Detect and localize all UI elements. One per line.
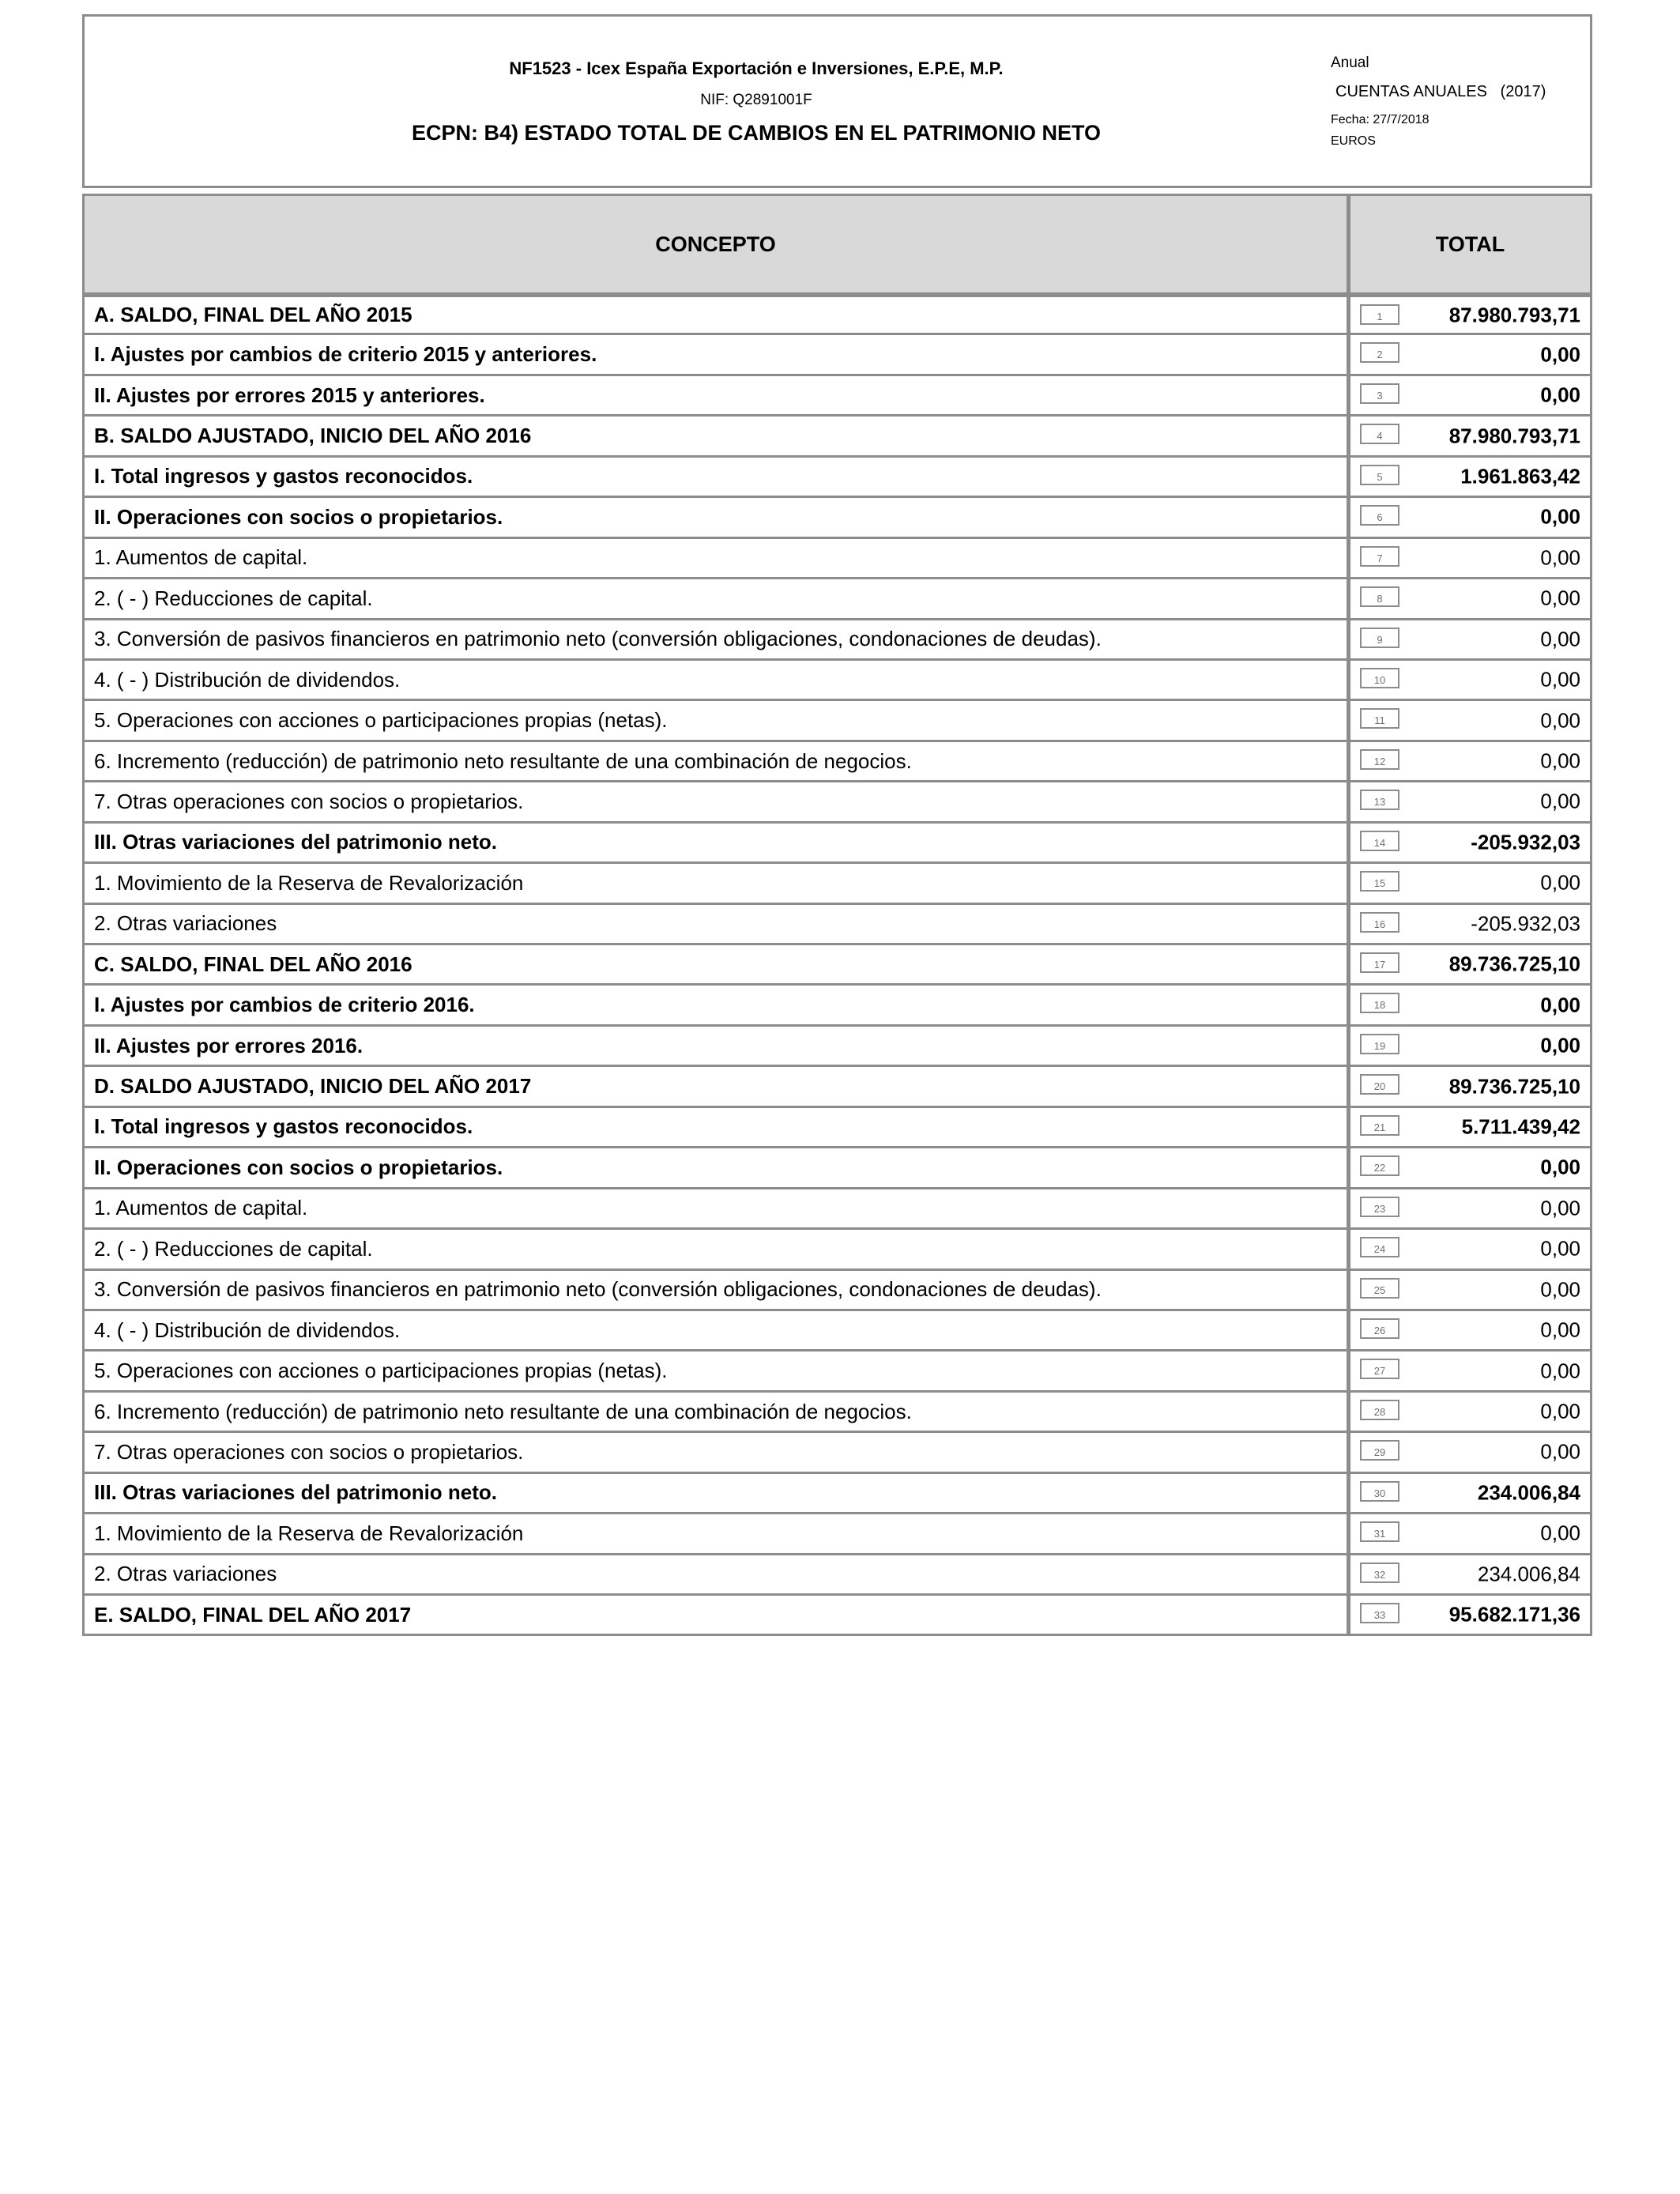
row-concept: 5. Operaciones con acciones o participaciones propias (netas). [85, 1351, 1350, 1389]
row-number-box: 16 [1360, 912, 1399, 933]
row-total-cell [1350, 539, 1590, 577]
table-row [82, 498, 1592, 538]
row-number-box: 7 [1360, 546, 1399, 567]
row-number-box: 21 [1360, 1115, 1399, 1136]
row-number-box: 2 [1360, 342, 1399, 363]
table-row [82, 742, 1592, 782]
row-concept: III. Otras variaciones del patrimonio neto. [85, 1474, 1350, 1512]
table-row [82, 864, 1592, 904]
table-row [82, 295, 1592, 335]
row-number-box: 30 [1360, 1481, 1399, 1502]
row-total-cell [1350, 782, 1590, 820]
row-total-cell [1350, 905, 1590, 943]
row-concept: II. Ajustes por errores 2015 y anteriores. [85, 376, 1350, 414]
row-total-cell [1350, 417, 1590, 454]
table-row [82, 782, 1592, 823]
row-total-cell [1350, 1230, 1590, 1268]
row-concept: II. Operaciones con socios o propietarios. [85, 1148, 1350, 1186]
row-concept: C. SALDO, FINAL DEL AÑO 2016 [85, 945, 1350, 983]
row-concept: 1. Movimiento de la Reserva de Revalorización [85, 864, 1350, 902]
row-amount: 0,00 [1540, 1399, 1580, 1423]
row-total-cell [1350, 661, 1590, 699]
table-header [82, 194, 1592, 295]
row-amount: 0,00 [1540, 708, 1580, 733]
row-number-box: 5 [1360, 465, 1399, 485]
row-total-cell [1350, 701, 1590, 739]
row-number-box: 9 [1360, 628, 1399, 648]
row-amount: 0,00 [1540, 1521, 1580, 1545]
row-number-box: 12 [1360, 749, 1399, 770]
row-concept: 6. Incremento (reducción) de patrimonio neto resultante de una combinación de negocios. [85, 742, 1350, 780]
row-number-box: 19 [1360, 1034, 1399, 1054]
row-total-cell [1350, 1271, 1590, 1309]
table-row [82, 1596, 1592, 1636]
currency-label: EUROS [1331, 134, 1376, 148]
row-number-box: 8 [1360, 586, 1399, 607]
row-total-cell [1350, 742, 1590, 780]
column-header-concept: CONCEPTO [85, 196, 1350, 292]
row-concept: 4. ( - ) Distribución de dividendos. [85, 661, 1350, 699]
row-concept: 3. Conversión de pasivos financieros en patrimonio neto (conversión obligaciones, condonaciones de deudas). [85, 1271, 1350, 1309]
row-number-box: 23 [1360, 1197, 1399, 1217]
row-total-cell [1350, 1108, 1590, 1146]
row-number-box: 3 [1360, 383, 1399, 404]
table-body [82, 295, 1592, 1636]
row-number-box: 13 [1360, 790, 1399, 810]
row-concept: B. SALDO AJUSTADO, INICIO DEL AÑO 2016 [85, 417, 1350, 454]
row-concept: E. SALDO, FINAL DEL AÑO 2017 [85, 1596, 1350, 1634]
report-header [82, 14, 1592, 188]
table-row [82, 1108, 1592, 1148]
row-number-box: 26 [1360, 1318, 1399, 1339]
row-concept: I. Total ingresos y gastos reconocidos. [85, 1108, 1350, 1146]
report-date: Fecha: 27/7/2018 [1331, 113, 1430, 126]
row-total-cell [1350, 824, 1590, 861]
row-total-cell [1350, 864, 1590, 902]
row-number-box: 20 [1360, 1074, 1399, 1095]
row-amount: 87.980.793,71 [1448, 303, 1580, 327]
row-number-box: 31 [1360, 1521, 1399, 1542]
report-name: CUENTAS ANUALES (2017) [1335, 83, 1546, 100]
table-row [82, 1433, 1592, 1473]
table-row [82, 376, 1592, 417]
row-total-cell [1350, 1148, 1590, 1186]
table-row [82, 1393, 1592, 1433]
table-row [82, 539, 1592, 579]
company-nif: NIF: Q2891001F [700, 92, 812, 108]
row-amount: 0,00 [1540, 627, 1580, 651]
row-total-cell [1350, 986, 1590, 1023]
row-number-box: 10 [1360, 668, 1399, 688]
row-concept: 2. ( - ) Reducciones de capital. [85, 579, 1350, 617]
row-total-cell [1350, 1311, 1590, 1349]
row-total-cell [1350, 1189, 1590, 1227]
column-header-total: TOTAL [1435, 232, 1505, 256]
equity-changes-table [82, 194, 1592, 1636]
row-amount: 0,00 [1540, 1439, 1580, 1464]
row-number-box: 29 [1360, 1440, 1399, 1461]
row-total-cell [1350, 579, 1590, 617]
row-amount: -205.932,03 [1471, 911, 1580, 936]
row-amount: 95.682.171,36 [1448, 1602, 1580, 1627]
row-amount: 0,00 [1540, 504, 1580, 529]
row-concept: 5. Operaciones con acciones o participaciones propias (netas). [85, 701, 1350, 739]
row-total-cell [1350, 376, 1590, 414]
row-amount: 0,00 [1540, 545, 1580, 570]
row-number-box: 17 [1360, 952, 1399, 973]
row-concept: 3. Conversión de pasivos financieros en patrimonio neto (conversión obligaciones, condonaciones de deudas). [85, 620, 1350, 658]
row-amount: 234.006,84 [1477, 1480, 1580, 1505]
row-concept: A. SALDO, FINAL DEL AÑO 2015 [85, 297, 1350, 333]
row-total-cell [1350, 498, 1590, 536]
row-total-cell [1350, 945, 1590, 983]
row-total-cell [1350, 1027, 1590, 1065]
row-amount: 0,00 [1540, 667, 1580, 692]
row-number-box: 22 [1360, 1155, 1399, 1176]
row-total-cell [1350, 1514, 1590, 1552]
row-amount: 0,00 [1540, 1033, 1580, 1057]
row-concept: I. Total ingresos y gastos reconocidos. [85, 458, 1350, 496]
row-amount: 0,00 [1540, 1196, 1580, 1220]
row-amount: 0,00 [1540, 1277, 1580, 1302]
row-number-box: 6 [1360, 505, 1399, 526]
row-amount: 89.736.725,10 [1448, 1074, 1580, 1099]
table-row [82, 417, 1592, 457]
row-amount: 87.980.793,71 [1448, 424, 1580, 448]
table-row [82, 1148, 1592, 1189]
row-concept: 1. Aumentos de capital. [85, 539, 1350, 577]
row-concept: 2. ( - ) Reducciones de capital. [85, 1230, 1350, 1268]
row-amount: -205.932,03 [1471, 830, 1580, 854]
table-row [82, 1351, 1592, 1392]
row-total-cell [1350, 1433, 1590, 1471]
row-total-cell [1350, 1393, 1590, 1431]
row-concept: D. SALDO AJUSTADO, INICIO DEL AÑO 2017 [85, 1067, 1350, 1105]
row-total-cell [1350, 1474, 1590, 1512]
row-amount: 0,00 [1540, 1359, 1580, 1383]
table-row [82, 335, 1592, 375]
table-row [82, 1474, 1592, 1514]
row-total-cell [1350, 1596, 1590, 1634]
row-number-box: 14 [1360, 831, 1399, 851]
row-concept: I. Ajustes por cambios de criterio 2015 y anteriores. [85, 335, 1350, 373]
row-total-cell [1350, 1067, 1590, 1105]
row-concept: III. Otras variaciones del patrimonio neto. [85, 824, 1350, 861]
table-row [82, 458, 1592, 498]
row-concept: 7. Otras operaciones con socios o propietarios. [85, 1433, 1350, 1471]
row-amount: 0,00 [1540, 748, 1580, 773]
row-concept: 1. Aumentos de capital. [85, 1189, 1350, 1227]
row-number-box: 33 [1360, 1603, 1399, 1623]
row-amount: 1.961.863,42 [1460, 464, 1580, 488]
row-amount: 0,00 [1540, 1236, 1580, 1261]
row-amount: 0,00 [1540, 586, 1580, 610]
table-row [82, 1271, 1592, 1311]
row-amount: 5.711.439,42 [1461, 1114, 1580, 1139]
row-number-box: 27 [1360, 1359, 1399, 1379]
company-name: NF1523 - Icex España Exportación e Inversiones, E.P.E, M.P. [509, 58, 1004, 78]
row-number-box: 32 [1360, 1563, 1399, 1583]
row-total-cell [1350, 335, 1590, 373]
row-amount: 0,00 [1540, 1318, 1580, 1342]
row-number-box: 25 [1360, 1278, 1399, 1299]
row-total-cell [1350, 297, 1590, 333]
table-row [82, 1230, 1592, 1270]
row-amount: 0,00 [1540, 870, 1580, 895]
row-total-cell [1350, 620, 1590, 658]
row-number-box: 15 [1360, 871, 1399, 892]
row-number-box: 24 [1360, 1237, 1399, 1257]
row-number-box: 28 [1360, 1400, 1399, 1420]
row-concept: 6. Incremento (reducción) de patrimonio neto resultante de una combinación de negocios. [85, 1393, 1350, 1431]
row-amount: 0,00 [1540, 993, 1580, 1017]
row-concept: 2. Otras variaciones [85, 905, 1350, 943]
row-concept: 7. Otras operaciones con socios o propietarios. [85, 782, 1350, 820]
row-total-cell [1350, 1351, 1590, 1389]
row-concept: II. Ajustes por errores 2016. [85, 1027, 1350, 1065]
table-row [82, 620, 1592, 661]
table-row [82, 824, 1592, 864]
row-amount: 0,00 [1540, 383, 1580, 407]
row-concept: 4. ( - ) Distribución de dividendos. [85, 1311, 1350, 1349]
report-title: ECPN: B4) ESTADO TOTAL DE CAMBIOS EN EL PATRIMONIO NETO [411, 121, 1102, 145]
period-type: Anual [1331, 55, 1369, 71]
table-row [82, 579, 1592, 620]
row-total-cell [1350, 1555, 1590, 1593]
table-row [82, 1189, 1592, 1230]
row-number-box: 11 [1360, 708, 1399, 729]
table-row [82, 905, 1592, 945]
row-amount: 0,00 [1540, 342, 1580, 367]
row-amount: 0,00 [1540, 1155, 1580, 1179]
row-amount: 0,00 [1540, 789, 1580, 813]
row-concept: 1. Movimiento de la Reserva de Revalorización [85, 1514, 1350, 1552]
table-row [82, 1311, 1592, 1351]
table-row [82, 661, 1592, 701]
table-row [82, 986, 1592, 1026]
row-concept: II. Operaciones con socios o propietarios. [85, 498, 1350, 536]
row-amount: 89.736.725,10 [1448, 952, 1580, 976]
row-amount: 234.006,84 [1477, 1562, 1580, 1586]
row-total-cell [1350, 458, 1590, 496]
table-row [82, 1067, 1592, 1107]
table-row [82, 945, 1592, 986]
row-concept: 2. Otras variaciones [85, 1555, 1350, 1593]
table-row [82, 1555, 1592, 1596]
row-concept: I. Ajustes por cambios de criterio 2016. [85, 986, 1350, 1023]
table-row [82, 701, 1592, 741]
row-number-box: 4 [1360, 424, 1399, 444]
row-number-box: 1 [1360, 304, 1399, 325]
table-row [82, 1027, 1592, 1067]
row-number-box: 18 [1360, 993, 1399, 1013]
table-row [82, 1514, 1592, 1555]
